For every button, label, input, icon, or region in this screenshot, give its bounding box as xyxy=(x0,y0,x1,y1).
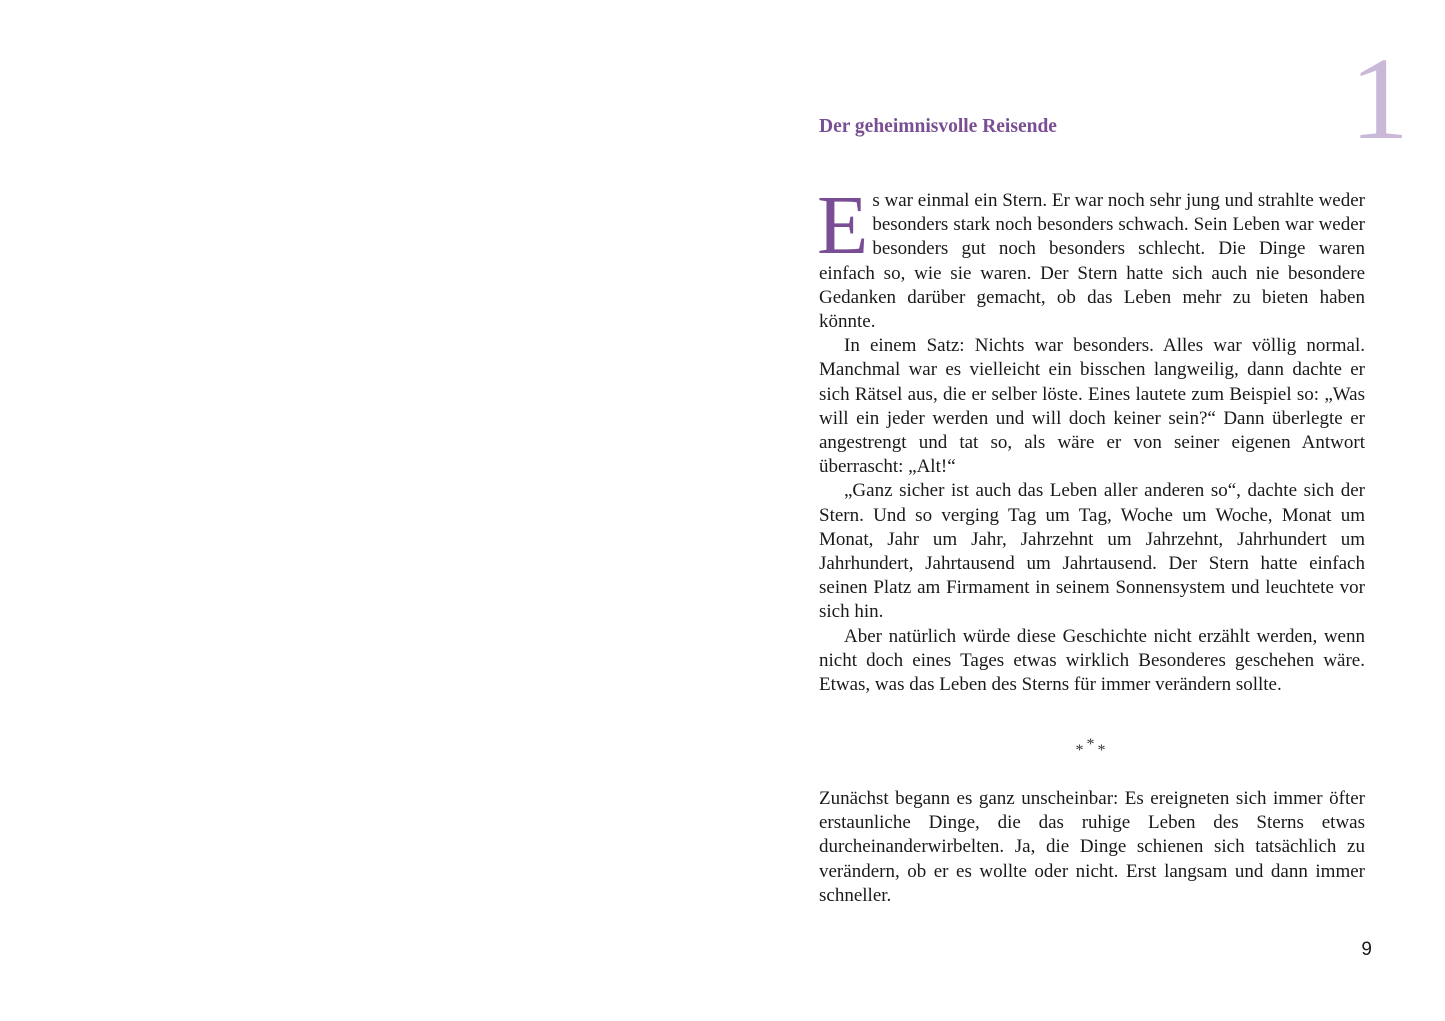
paragraph-opening xyxy=(817,179,1365,334)
page-number: 9 xyxy=(1361,939,1372,960)
chapter-title: Der geheimnisvolle Reisende xyxy=(819,116,1057,137)
paragraph-3: „Ganz sicher ist auch das Leben aller anderen so“, dachte sich der Stern. Und so verging Tag um Tag, Woche um Woche, Monat um Monat, Jahr um Jahr, Jahrzehnt um Jahrzehnt, Jahrhundert um Jahrhundert, Jahrtausend um Jahrtausend. Der Stern hatte einfach seinen Platz am Firmament in seinem Sonnensystem und leuchtete vor sich hin. xyxy=(819,480,1365,623)
separator-star-left: * xyxy=(1075,742,1087,759)
paragraph-1-text: s war einmal ein Stern. Er war noch sehr jung und strahlte weder besonders stark noch besonders schwach. Sein Leben war weder besonders gut noch besonders schlecht. Die Dinge waren einfach so, wie sie waren. Der Stern hatte sich auch nie besondere Gedanken darüber gemacht, ob das Leben mehr zu bieten haben könnte. xyxy=(819,190,1365,333)
chapter-text-continued xyxy=(819,787,1365,908)
separator-star-mid: * xyxy=(1086,736,1098,753)
paragraph-2: In einem Satz: Nichts war besonders. Alles war völlig normal. Manchmal war es vielleicht ein bisschen langweilig, dann dachte er sich Rätsel aus, die er selber löste. Eines lautete zum Beispiel so: „Was will ein jeder werden und will doch keiner sein?“ Dann überlegte er angestrengt und tat so, als wäre er von seiner eigenen Antwort überrascht: „Alt!“ xyxy=(819,335,1365,478)
section-separator xyxy=(819,736,1365,760)
paragraph-5: Zunächst begann es ganz unscheinbar: Es ereigneten sich immer öfter erstaunliche Dinge, die das ruhige Leben des Sterns etwas durcheinanderwirbelten. Ja, die Dinge schienen sich tatsächlich zu verändern, ob er es wollte oder nicht. Erst langsam und dann immer schneller. xyxy=(819,788,1365,906)
left-page-blank xyxy=(0,0,722,1021)
drop-cap: E xyxy=(817,179,869,272)
separator-star-right: * xyxy=(1097,742,1109,759)
right-page xyxy=(722,0,1445,1021)
paragraph-4: Aber natürlich würde diese Geschichte nicht erzählt werden, wenn nicht doch eines Tages etwas wirklich Besonderes geschehen wäre. Etwas, was das Leben des Sterns für immer verändern sollte. xyxy=(819,625,1365,696)
chapter-text xyxy=(817,179,1365,697)
chapter-number: 1 xyxy=(1350,33,1409,164)
